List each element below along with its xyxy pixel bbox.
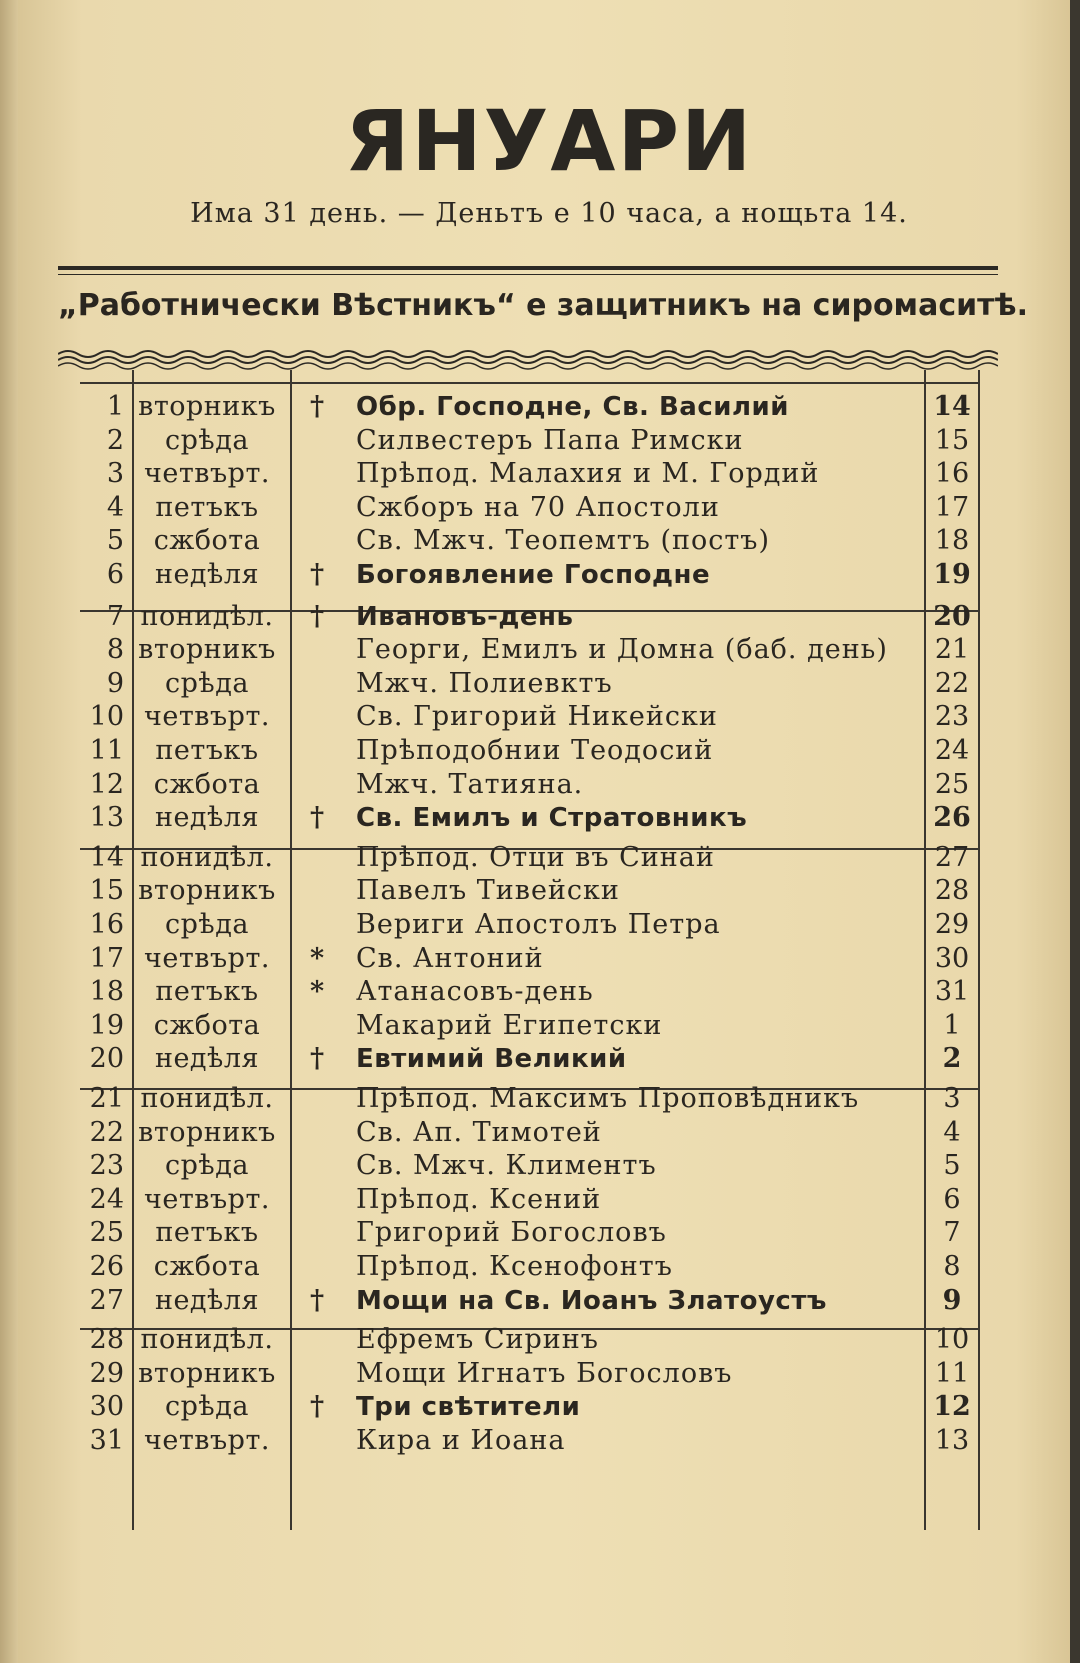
- day-number: 23: [89, 1150, 124, 1182]
- day-number: 31: [89, 1425, 124, 1456]
- old-style-date: 2: [942, 1043, 962, 1075]
- old-style-date: 19: [933, 559, 971, 590]
- day-of-week: понидѣл.: [140, 841, 274, 873]
- day-of-week: четвърт.: [144, 458, 270, 490]
- calendar-row: [80, 457, 980, 491]
- saint-name: Обр. Господне, Св. Василий: [356, 392, 789, 422]
- old-style-date: 3: [943, 1083, 961, 1114]
- old-style-date: 8: [943, 1251, 961, 1282]
- calendar-row: [80, 1183, 980, 1217]
- calendar-row: [80, 1009, 980, 1043]
- table-top-rule: [80, 382, 980, 384]
- saint-name: Сжборъ на 70 Апостоли: [356, 491, 720, 523]
- calendar-row: [80, 841, 980, 875]
- day-number: 29: [89, 1357, 124, 1389]
- old-style-date: 4: [943, 1116, 961, 1148]
- saint-name: Прѣпод. Отци въ Синай: [356, 841, 715, 873]
- header-rule-thin: [58, 274, 998, 275]
- calendar-row: [80, 1216, 980, 1250]
- saint-name: Мжч. Полиевктъ: [356, 667, 613, 699]
- day-of-week: понидѣл.: [140, 1083, 274, 1114]
- day-of-week: сжбота: [153, 1009, 261, 1041]
- day-number: 6: [106, 559, 124, 590]
- day-of-week: четвърт.: [144, 942, 270, 974]
- day-number: 4: [106, 491, 124, 523]
- calendar-row: [80, 491, 980, 525]
- wavy-divider: [58, 348, 998, 370]
- day-of-week: четвърт.: [144, 1183, 270, 1215]
- day-number: 18: [89, 976, 124, 1008]
- old-style-date: 29: [934, 909, 970, 940]
- saint-name: Прѣпод. Ксенофонтъ: [356, 1251, 673, 1282]
- page-right-edge: [1070, 0, 1080, 1663]
- saint-name: Мощи на Св. Иоанъ Златоустъ: [356, 1285, 827, 1316]
- saint-name: Богоявление Господне: [356, 560, 711, 590]
- day-number: 17: [89, 942, 124, 974]
- old-style-date: 24: [934, 735, 970, 766]
- month-subtitle: Има 31 день. — Деньтъ е 10 часа, а нощьта 14.: [190, 198, 908, 229]
- day-of-week: сжбота: [153, 768, 261, 800]
- day-of-week: недѣля: [154, 559, 260, 590]
- day-of-week: понидѣл.: [140, 600, 274, 632]
- feast-mark: †: [309, 802, 325, 834]
- feast-mark: †: [309, 391, 325, 422]
- saint-name: Св. Емилъ и Стратовникъ: [356, 803, 748, 834]
- day-number: 11: [89, 735, 124, 766]
- old-style-date: 20: [933, 600, 971, 632]
- day-of-week: сжбота: [153, 1251, 261, 1282]
- slogan: „Работнически Вѣстникъ“ е защитникъ на сиромаситѣ.: [58, 288, 1028, 323]
- old-style-date: 23: [934, 701, 970, 733]
- calendar-row: [80, 524, 980, 558]
- day-number: 14: [89, 841, 124, 873]
- day-of-week: вторникъ: [138, 1116, 276, 1148]
- day-of-week: вторникъ: [138, 1357, 276, 1389]
- old-style-date: 28: [934, 875, 970, 907]
- calendar-row: [80, 424, 980, 458]
- day-of-week: срѣда: [165, 1150, 249, 1182]
- day-number: 9: [106, 667, 124, 699]
- saint-name: Прѣпод. Малахия и М. Гордий: [356, 458, 820, 490]
- saint-name: Вериги Апостолъ Петра: [356, 909, 721, 940]
- day-number: 10: [89, 701, 124, 733]
- old-style-date: 22: [934, 667, 970, 699]
- saint-name: Прѣпод. Ксений: [356, 1183, 602, 1215]
- day-number: 24: [89, 1183, 124, 1215]
- calendar-row: [80, 633, 980, 667]
- day-number: 26: [89, 1251, 124, 1282]
- saint-name: Силвестеръ Папа Римски: [356, 424, 744, 456]
- feast-mark: †: [309, 600, 325, 632]
- day-of-week: недѣля: [154, 1284, 260, 1316]
- day-number: 12: [89, 768, 124, 800]
- feast-mark: *: [309, 976, 325, 1008]
- old-style-date: 31: [934, 976, 970, 1008]
- saint-name: Атанасовъ-день: [356, 976, 594, 1008]
- calendar-row: [80, 600, 980, 634]
- saint-name: Ивановъ-день: [356, 601, 574, 632]
- calendar-row: [80, 1323, 980, 1357]
- day-number: 25: [89, 1217, 124, 1249]
- saint-name: Мжч. Татияна.: [356, 768, 584, 800]
- day-number: 8: [106, 634, 124, 666]
- day-of-week: вторникъ: [138, 875, 276, 907]
- calendar-row: [80, 1116, 980, 1150]
- day-number: 19: [89, 1009, 124, 1041]
- day-of-week: петъкъ: [155, 491, 259, 523]
- feast-mark: †: [309, 1391, 325, 1423]
- saint-name: Ефремъ Сиринъ: [356, 1324, 599, 1356]
- old-style-date: 12: [933, 1391, 971, 1423]
- saint-name: Св. Мжч. Теопемтъ (постъ): [356, 525, 770, 557]
- day-of-week: вторникъ: [138, 634, 276, 666]
- day-number: 2: [106, 424, 124, 456]
- day-number: 5: [106, 525, 124, 557]
- calendar-row: [80, 734, 980, 768]
- calendar-page: [18, 0, 1080, 1663]
- calendar-row: [80, 1082, 980, 1116]
- old-style-date: 21: [934, 634, 970, 666]
- old-style-date: 10: [934, 1324, 970, 1356]
- day-of-week: вторникъ: [138, 391, 276, 422]
- saint-name: Прѣпод. Максимъ Проповѣдникъ: [356, 1083, 860, 1114]
- calendar-row: [80, 700, 980, 734]
- old-style-date: 25: [934, 768, 970, 800]
- day-of-week: срѣда: [165, 909, 249, 940]
- saint-name: Евтимий Великий: [356, 1044, 627, 1075]
- calendar-row: [80, 1042, 980, 1076]
- day-of-week: четвърт.: [144, 701, 270, 733]
- calendar-row: [80, 1250, 980, 1284]
- calendar-row: [80, 768, 980, 802]
- day-number: 30: [89, 1391, 124, 1423]
- calendar-row: [80, 874, 980, 908]
- calendar-table: [80, 370, 980, 1530]
- day-of-week: сжбота: [153, 525, 261, 557]
- day-of-week: петъкъ: [155, 735, 259, 766]
- header-rule-thick: [58, 266, 998, 270]
- old-style-date: 16: [934, 458, 970, 490]
- old-style-date: 27: [934, 841, 970, 873]
- day-of-week: петъкъ: [155, 1217, 259, 1249]
- day-of-week: срѣда: [165, 1391, 249, 1423]
- day-number: 13: [89, 802, 124, 834]
- old-style-date: 6: [943, 1183, 961, 1215]
- day-of-week: срѣда: [165, 424, 249, 456]
- calendar-row: [80, 558, 980, 592]
- day-of-week: срѣда: [165, 667, 249, 699]
- day-number: 3: [106, 458, 124, 490]
- saint-name: Три свѣтители: [356, 1392, 581, 1423]
- day-number: 27: [89, 1284, 124, 1316]
- saint-name: Макарий Египетски: [356, 1009, 663, 1041]
- old-style-date: 13: [934, 1425, 970, 1456]
- day-number: 1: [106, 391, 124, 422]
- calendar-row: [80, 942, 980, 976]
- day-number: 21: [89, 1083, 124, 1114]
- calendar-row: [80, 908, 980, 942]
- day-of-week: недѣля: [154, 802, 260, 834]
- day-of-week: понидѣл.: [140, 1324, 274, 1356]
- saint-name: Григорий Богословъ: [356, 1217, 667, 1249]
- day-number: 15: [89, 875, 124, 907]
- saint-name: Св. Григорий Никейски: [356, 701, 718, 733]
- calendar-row: [80, 1284, 980, 1318]
- saint-name: Павелъ Тивейски: [356, 875, 620, 907]
- saint-name: Св. Мжч. Климентъ: [356, 1150, 657, 1182]
- old-style-date: 30: [934, 942, 970, 974]
- calendar-row: [80, 1424, 980, 1458]
- calendar-row: [80, 1357, 980, 1391]
- day-number: 22: [89, 1116, 124, 1148]
- calendar-row: [80, 801, 980, 835]
- old-style-date: 7: [943, 1217, 961, 1249]
- day-of-week: недѣля: [154, 1043, 260, 1075]
- old-style-date: 26: [933, 802, 971, 834]
- saint-name: Св. Ап. Тимотей: [356, 1116, 602, 1148]
- calendar-row: [80, 1390, 980, 1424]
- old-style-date: 17: [934, 491, 970, 523]
- day-of-week: петъкъ: [155, 976, 259, 1008]
- day-number: 16: [89, 909, 124, 940]
- saint-name: Кира и Иоана: [356, 1425, 566, 1456]
- feast-mark: †: [309, 1284, 325, 1316]
- day-number: 28: [89, 1324, 124, 1356]
- feast-mark: †: [309, 559, 325, 590]
- old-style-date: 15: [934, 424, 970, 456]
- day-of-week: четвърт.: [144, 1425, 270, 1456]
- saint-name: Св. Антоний: [356, 942, 544, 974]
- day-number: 7: [106, 600, 124, 632]
- month-title: ЯНУАРИ: [344, 92, 754, 190]
- saint-name: Георги, Емилъ и Домна (баб. день): [356, 634, 888, 666]
- old-style-date: 5: [943, 1150, 961, 1182]
- page-left-edge: [0, 0, 18, 1663]
- saint-name: Прѣподобнии Теодосий: [356, 735, 714, 766]
- calendar-row: [80, 975, 980, 1009]
- old-style-date: 9: [942, 1284, 962, 1316]
- day-number: 20: [89, 1043, 124, 1075]
- old-style-date: 14: [933, 391, 971, 422]
- old-style-date: 11: [934, 1357, 970, 1389]
- calendar-row: [80, 390, 980, 424]
- old-style-date: 18: [934, 525, 970, 557]
- feast-mark: †: [309, 1043, 325, 1075]
- calendar-row: [80, 667, 980, 701]
- saint-name: Мощи Игнатъ Богословъ: [356, 1357, 733, 1389]
- feast-mark: *: [309, 942, 325, 974]
- calendar-row: [80, 1149, 980, 1183]
- old-style-date: 1: [943, 1009, 961, 1041]
